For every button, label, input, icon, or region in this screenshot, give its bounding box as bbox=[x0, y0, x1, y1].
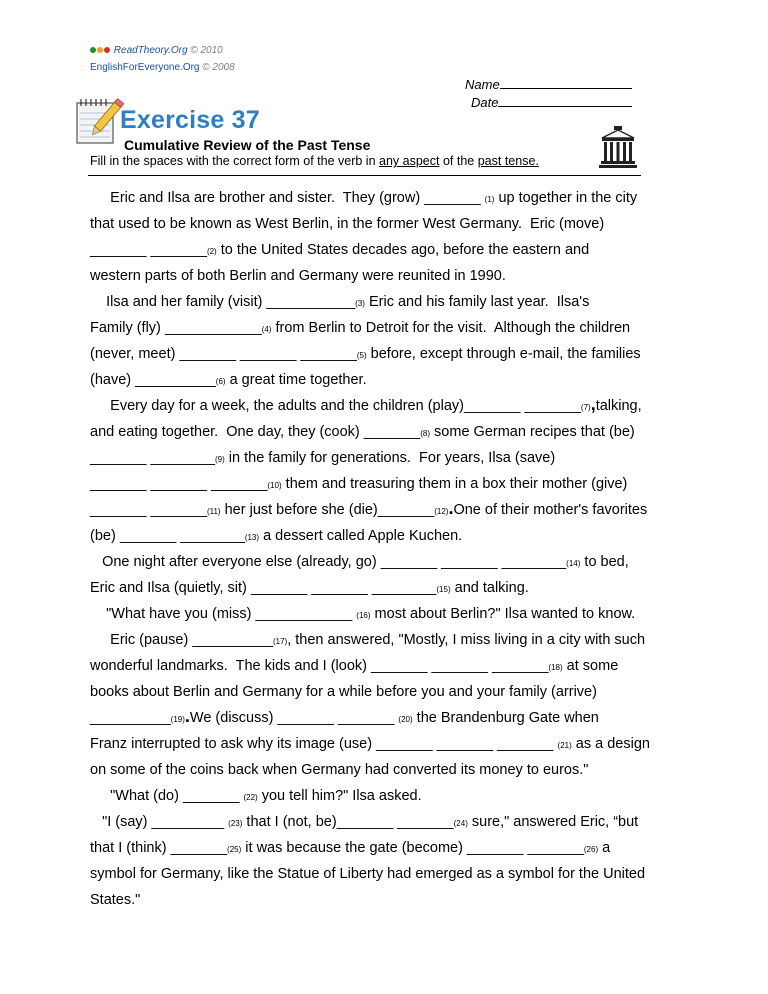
greek-temple-icon bbox=[598, 125, 638, 169]
notebook-pencil-icon bbox=[74, 95, 124, 147]
passage-line: that I (think) _______(25) it was because the gate (become) _______ _______(26) a bbox=[90, 840, 611, 856]
passage-line: symbol for Germany, like the Statue of Liberty had emerged as a symbol for the United bbox=[90, 866, 646, 882]
header-divider bbox=[88, 175, 641, 176]
passage-line: One night after everyone else (already, go) _______ _______ ________(14) to bed, bbox=[90, 554, 629, 570]
passage-line: wonderful landmarks. The kids and I (look) _______ _______ _______(18) at some bbox=[90, 658, 619, 674]
passage-line: western parts of both Berlin and Germany were reunited in 1990. bbox=[90, 268, 506, 284]
passage-line: Eric and Ilsa (quietly, sit) _______ _______ ________(15) and talking. bbox=[90, 580, 529, 596]
passage-line: "What have you (miss) ____________ (16) most about Berlin?" Ilsa wanted to know. bbox=[90, 606, 636, 622]
name-field[interactable] bbox=[465, 76, 632, 92]
brand-readtheory bbox=[90, 45, 223, 56]
passage-line: on some of the coins back when Germany had converted its money to euros." bbox=[90, 762, 589, 778]
passage-line: Family (fly) ____________(4) from Berlin to Detroit for the visit. Although the children bbox=[90, 320, 631, 336]
brand2-name: EnglishForEveryone.Org bbox=[90, 62, 200, 73]
passage-line: that used to be known as West Berlin, in the former West Germany. Eric (move) bbox=[90, 216, 605, 232]
passage-line: "I (say) _________ (23) that I (not, be)_______ _______(24) sure," answered Eric, “but bbox=[90, 814, 639, 830]
passage-line: Franz interrupted to ask why its image (use) _______ _______ _______ (21) as a design bbox=[90, 736, 650, 752]
passage-line: Every day for a week, the adults and the children (play)_______ _______(7),talking, bbox=[90, 394, 642, 414]
red-dot-icon bbox=[104, 47, 110, 53]
passage-line: _______ ________(9) in the family for generations. For years, Ilsa (save) bbox=[90, 450, 556, 466]
passage-line: __________(19).We (discuss) _______ _______ (20) the Brandenburg Gate when bbox=[90, 706, 599, 726]
passage-line: Eric and Ilsa are brother and sister. They (grow) _______ (1) up together in the city bbox=[90, 190, 638, 206]
brand2-year: © 2008 bbox=[202, 62, 235, 73]
passage-line: _______ _______(2) to the United States decades ago, before the eastern and bbox=[90, 242, 590, 258]
passage-line: books about Berlin and Germany for a while before you and your family (arrive) bbox=[90, 684, 597, 700]
passage-line: (never, meet) _______ _______ _______(5) before, except through e-mail, the families bbox=[90, 346, 641, 362]
passage-line: Ilsa and her family (visit) ___________(3) Eric and his family last year. Ilsa's bbox=[90, 294, 590, 310]
green-dot-icon bbox=[90, 47, 96, 53]
page-subtitle: Cumulative Review of the Past Tense bbox=[124, 137, 371, 153]
name-label: Name bbox=[465, 77, 500, 92]
passage-line: and eating together. One day, they (cook) _______(8) some German recipes that (be) bbox=[90, 424, 635, 440]
passage-line: _______ _______ _______(10) them and treasuring them in a box their mother (give) bbox=[90, 476, 628, 492]
orange-dot-icon bbox=[97, 47, 103, 53]
page-title: Exercise 37 bbox=[120, 106, 260, 134]
brand-englishforeveryone bbox=[90, 62, 235, 73]
passage-line: _______ _______(11) her just before she (die)_______(12).One of their mother's favorites bbox=[90, 498, 648, 518]
instructions: Fill in the spaces with the correct form of the verb in any aspect of the past tense. bbox=[90, 154, 539, 168]
passage-line: Eric (pause) __________(17), then answered, "Mostly, I miss living in a city with such bbox=[90, 632, 646, 648]
date-label: Date bbox=[471, 95, 499, 110]
passage-line: (have) __________(6) a great time together. bbox=[90, 372, 367, 388]
passage-line: (be) _______ ________(13) a dessert called Apple Kuchen. bbox=[90, 528, 463, 544]
passage-line: "What (do) _______ (22) you tell him?" Ilsa asked. bbox=[90, 788, 422, 804]
brand1-year: © 2010 bbox=[190, 45, 223, 56]
date-field[interactable] bbox=[471, 94, 632, 110]
passage-line: States." bbox=[90, 892, 141, 908]
brand1-name: ReadTheory.Org bbox=[113, 45, 188, 56]
